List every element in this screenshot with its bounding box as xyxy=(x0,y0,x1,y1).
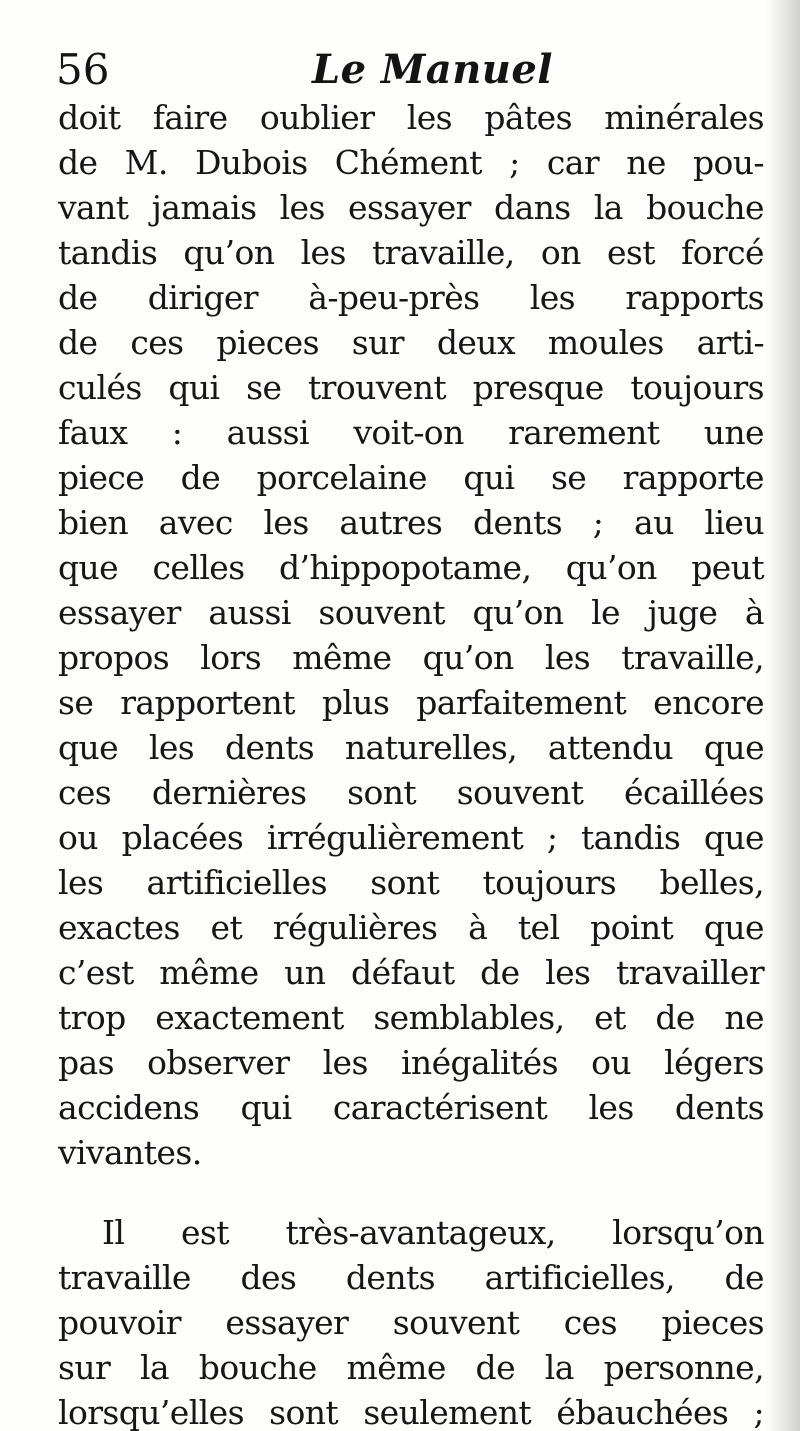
text-line: que les dents naturelles, attendu que xyxy=(58,728,764,767)
text-line: ou placées irrégulièrement ; tandis que xyxy=(58,818,764,857)
page-number: 56 xyxy=(56,45,110,94)
text-line: de diriger à-peu-près les rapports xyxy=(58,278,764,317)
text-line: trop exactement semblables, et de ne xyxy=(58,998,764,1037)
body-text xyxy=(58,95,764,1431)
text-line: de M. Dubois Chément ; car ne pou- xyxy=(58,143,764,182)
text-line: exactes et régulières à tel point que xyxy=(58,908,764,947)
text-line: propos lors même qu’on les travaille, xyxy=(58,638,764,677)
binding-edge-shadow xyxy=(766,0,800,1431)
text-line: les artificielles sont toujours belles, xyxy=(58,863,764,902)
text-line: travaille des dents artificielles, de xyxy=(58,1258,764,1297)
text-line: lorsqu’elles sont seulement ébauchées ; xyxy=(58,1393,764,1431)
text-line: vant jamais les essayer dans la bouche xyxy=(58,188,764,227)
text-line: bien avec les autres dents ; au lieu xyxy=(58,503,764,542)
running-title: Le Manuel xyxy=(312,46,554,93)
text-line: c’est même un défaut de les travailler xyxy=(58,953,764,992)
text-line: Il est très-avantageux, lorsqu’on xyxy=(102,1213,764,1252)
running-head xyxy=(56,44,756,96)
text-line: pas observer les inégalités ou légers xyxy=(58,1043,764,1082)
text-line: doit faire oublier les pâtes minérales xyxy=(58,98,764,137)
text-line: tandis qu’on les travaille, on est forcé xyxy=(58,233,764,272)
text-line: que celles d’hippopotame, qu’on peut xyxy=(58,548,764,587)
text-line: essayer aussi souvent qu’on le juge à xyxy=(58,593,764,632)
text-line: pouvoir essayer souvent ces pieces xyxy=(58,1303,764,1342)
text-line: de ces pieces sur deux moules arti- xyxy=(58,323,764,362)
text-line: culés qui se trouvent presque toujours xyxy=(58,368,764,407)
text-line: accidens qui caractérisent les dents xyxy=(58,1088,764,1127)
text-line: vivantes. xyxy=(58,1133,202,1172)
text-line: ces dernières sont souvent écaillées xyxy=(58,773,764,812)
text-line: piece de porcelaine qui se rapporte xyxy=(58,458,764,497)
text-line: se rapportent plus parfaitement encore xyxy=(58,683,764,722)
text-line: faux : aussi voit-on rarement une xyxy=(58,413,764,452)
text-line: sur la bouche même de la personne, xyxy=(58,1348,764,1387)
paragraph-gap xyxy=(58,1175,764,1210)
